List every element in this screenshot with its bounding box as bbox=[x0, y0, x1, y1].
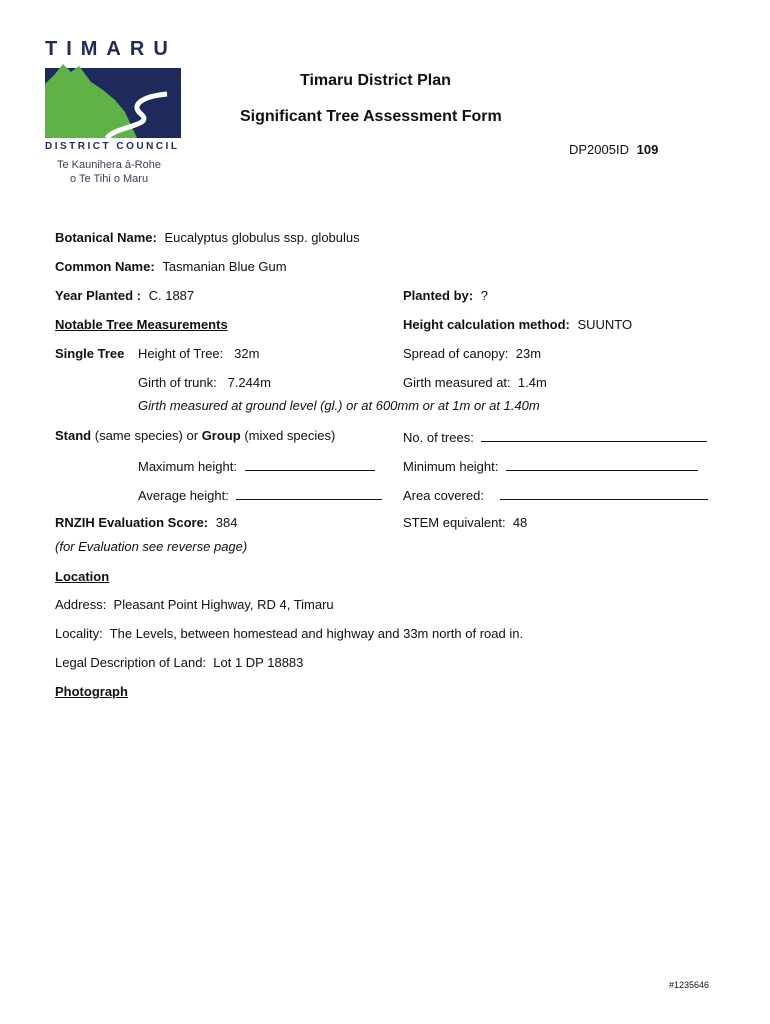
area-covered-row bbox=[403, 486, 708, 503]
logo-wordmark: TIMARU bbox=[45, 38, 177, 60]
year-value: C. 1887 bbox=[148, 288, 195, 303]
botanical-name-row bbox=[55, 230, 360, 245]
max-height-field[interactable] bbox=[245, 457, 375, 471]
min-height-label: Minimum height: bbox=[403, 459, 499, 474]
botanical-label: Botanical Name: bbox=[55, 230, 157, 245]
no-of-trees-label: No. of trees: bbox=[403, 430, 474, 445]
area-covered-field[interactable] bbox=[500, 486, 708, 500]
locality: Locality: The Levels, between homestead and highway and 33m north of road in. bbox=[55, 626, 524, 641]
form-subtitle: Significant Tree Assessment Form bbox=[240, 108, 502, 125]
address: Address: Pleasant Point Highway, RD 4, Timaru bbox=[55, 597, 334, 612]
common-name-row bbox=[55, 259, 287, 274]
max-height-row bbox=[138, 457, 375, 474]
min-height-field[interactable] bbox=[506, 457, 698, 471]
max-height-label: Maximum height: bbox=[138, 459, 237, 474]
girth-measured-at: Girth measured at: 1.4m bbox=[403, 375, 547, 390]
girth-of-trunk: Girth of trunk: 7.244m bbox=[138, 375, 271, 390]
dp-id bbox=[569, 142, 658, 157]
min-height-row bbox=[403, 457, 698, 474]
planted-by-row bbox=[403, 288, 488, 303]
dp-label: DP2005ID bbox=[569, 142, 629, 157]
stand-paren: (same species) or bbox=[94, 428, 199, 443]
avg-height-row bbox=[138, 486, 382, 503]
stem-equivalent: STEM equivalent: 48 bbox=[403, 515, 528, 530]
logo-maori-line2: o Te Tihi o Maru bbox=[70, 173, 149, 185]
stand-label: Stand bbox=[55, 428, 92, 443]
avg-height-field[interactable] bbox=[236, 486, 382, 500]
common-label: Common Name: bbox=[55, 259, 155, 274]
location-heading: Location bbox=[55, 569, 110, 584]
height-method-label: Height calculation method: bbox=[403, 317, 570, 332]
group-label: Group bbox=[201, 428, 241, 443]
dp-value: 109 bbox=[636, 142, 659, 157]
girth-note: Girth measured at ground level (gl.) or at 600mm or at 1m or at 1.40m bbox=[138, 398, 540, 413]
notable-measurements-heading: Notable Tree Measurements bbox=[55, 317, 228, 332]
council-logo-icon bbox=[45, 60, 181, 138]
legal-description: Legal Description of Land: Lot 1 DP 18883 bbox=[55, 655, 304, 670]
height-of-tree: Height of Tree: 32m bbox=[138, 346, 260, 361]
spread-of-canopy: Spread of canopy: 23m bbox=[403, 346, 542, 361]
photograph-heading: Photograph bbox=[55, 684, 128, 699]
document-id: #1235646 bbox=[669, 980, 710, 990]
year-planted-row bbox=[55, 288, 194, 303]
rnzih-row bbox=[55, 515, 237, 530]
group-paren: (mixed species) bbox=[244, 428, 336, 443]
planted-by-label: Planted by: bbox=[403, 288, 474, 303]
logo-maori-line1: Te Kaunihera ā-Rohe bbox=[57, 159, 161, 171]
page-title: Timaru District Plan bbox=[300, 72, 451, 89]
height-method-value: SUUNTO bbox=[577, 317, 633, 332]
planted-by-value: ? bbox=[480, 288, 488, 303]
no-of-trees-row bbox=[403, 428, 707, 445]
avg-height-label: Average height: bbox=[138, 488, 229, 503]
year-label: Year Planted : bbox=[55, 288, 141, 303]
no-of-trees-field[interactable] bbox=[481, 428, 707, 442]
rnzih-value: 384 bbox=[215, 515, 238, 530]
rnzih-label: RNZIH Evaluation Score: bbox=[55, 515, 209, 530]
logo-council-text: DISTRICT COUNCIL bbox=[45, 141, 180, 152]
botanical-value: Eucalyptus globulus ssp. globulus bbox=[164, 230, 360, 245]
evaluation-note: (for Evaluation see reverse page) bbox=[55, 539, 248, 554]
stand-group-row bbox=[55, 428, 335, 443]
single-tree-label: Single Tree bbox=[55, 346, 125, 361]
area-covered-label: Area covered: bbox=[403, 488, 484, 503]
height-method-row bbox=[403, 317, 632, 332]
common-value: Tasmanian Blue Gum bbox=[162, 259, 287, 274]
